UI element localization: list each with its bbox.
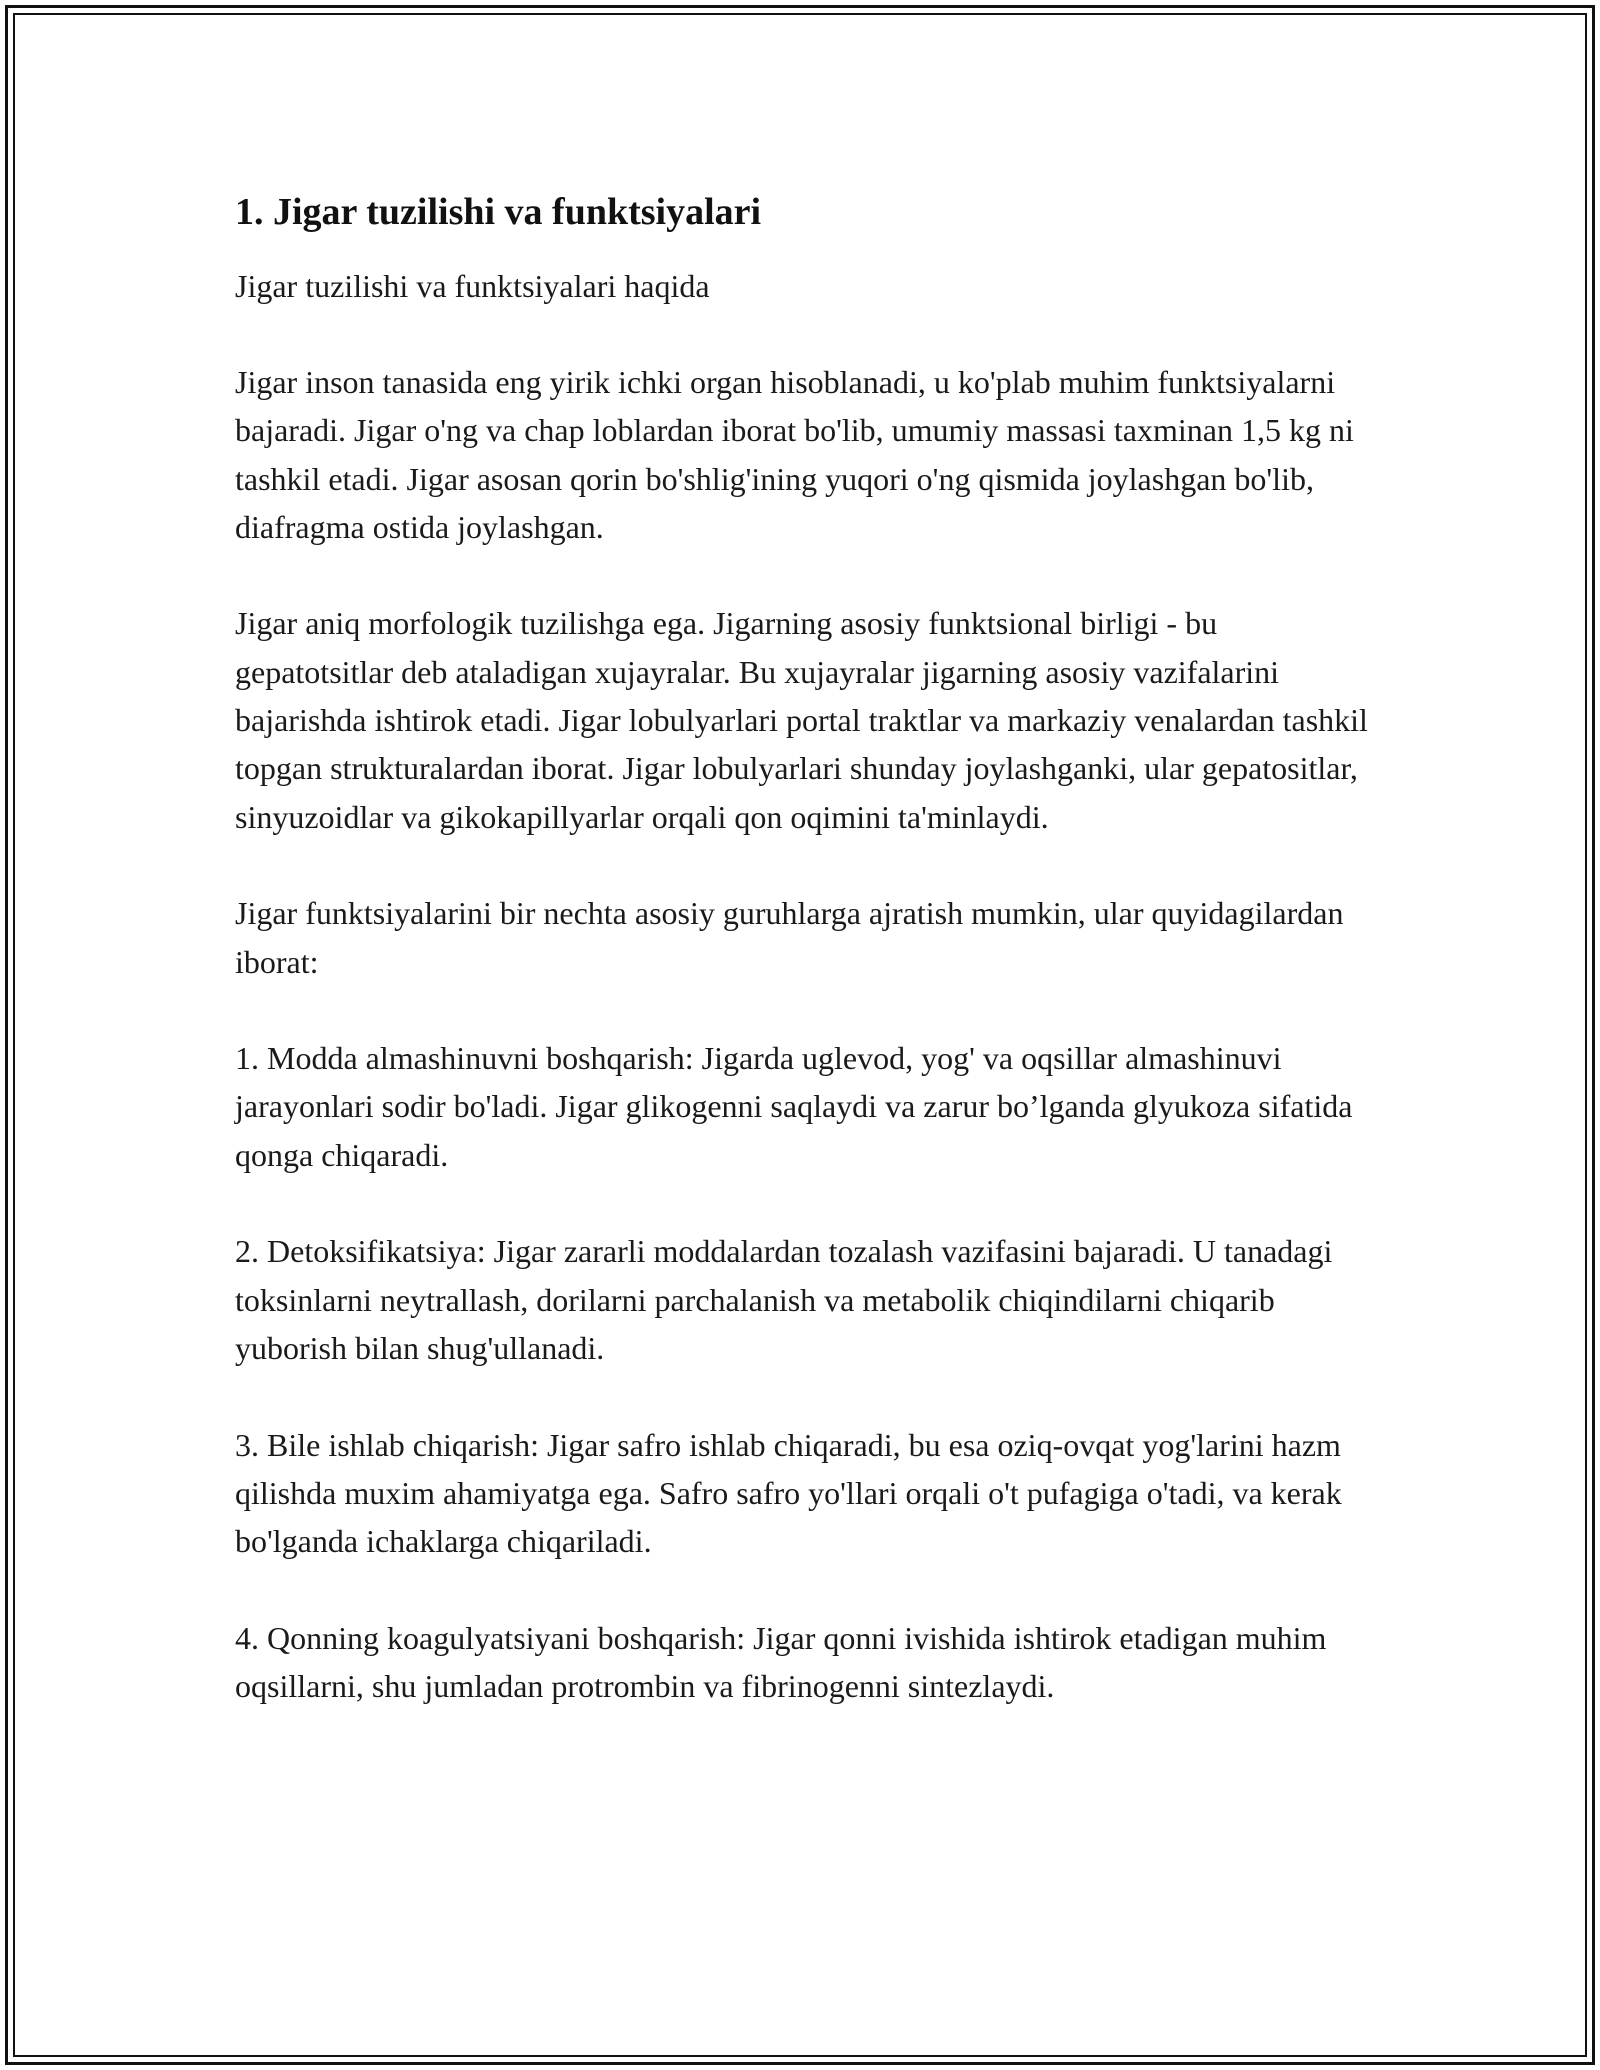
- list-item-detoxification: 2. Detoksifikatsiya: Jigar zararli moddalardan tozalash vazifasini bajaradi. U tanadagi toksinlarni neytrallash, dorilarni parchalanish va metabolik chiqindilarni chiqarib yuborish bilan shug'ullanadi.: [235, 1233, 1333, 1366]
- list-item-coagulation: 4. Qonning koagulyatsiyani boshqarish: Jigar qonni ivishida ishtirok etadigan muhim oqsillarni, shu jumladan protrombin va fibrinogenni sintezlaydi.: [235, 1619, 1327, 1705]
- paragraph-morphology: Jigar aniq morfologik tuzilishga ega. Jigarning asosiy funktsional birligi - bu gepatotsitlar deb ataladigan xujayralar. Bu xujayralar jigarning asosiy vazifalarini bajarishda ishtirok etadi. Jigar lobulyarlari portal traktlar va markaziy venalardan tashkil topgan strukturalardan iborat. Jigar lobulyarlari shunday joylashganki, ular gepatositlar, sinyuzoidlar va gikokapillyarlar orqali qon oqimini ta'minlaydi.: [235, 605, 1368, 835]
- list-item-metabolism: 1. Modda almashinuvni boshqarish: Jigarda uglevod, yog' va oqsillar almashinuvi jarayonlari sodir bo'ladi. Jigar glikogenni saqlaydi va zarur bo’lganda glyukoza sifatida qonga chiqaradi.: [235, 1040, 1353, 1173]
- document-body: [235, 188, 1375, 1759]
- document-subtitle: Jigar tuzilishi va funktsiyalari haqida: [235, 268, 710, 304]
- list-item-bile: 3. Bile ishlab chiqarish: Jigar safro ishlab chiqaradi, bu esa oziq-ovqat yog'larini hazm qilishda muxim ahamiyatga ega. Safro safro yo'llari orqali o't pufagiga o'tadi, va kerak bo'lganda ichaklarga chiqariladi.: [235, 1426, 1342, 1560]
- paragraph-functions-intro: Jigar funktsiyalarini bir nechta asosiy guruhlarga ajratish mumkin, ular quyidagilardan iborat:: [235, 895, 1344, 980]
- document-title: 1. Jigar tuzilishi va funktsiyalari: [235, 191, 762, 233]
- paragraph-intro: Jigar inson tanasida eng yirik ichki organ hisoblanadi, u ko'plab muhim funktsiyalarni bajaradi. Jigar o'ng va chap loblardan iborat bo'lib, umumiy massasi taxminan 1,5 kg ni tashkil etadi. Jigar asosan qorin bo'shlig'ining yuqori o'ng qismida joylashgan bo'lib, diafragma ostida joylashgan.: [235, 364, 1354, 545]
